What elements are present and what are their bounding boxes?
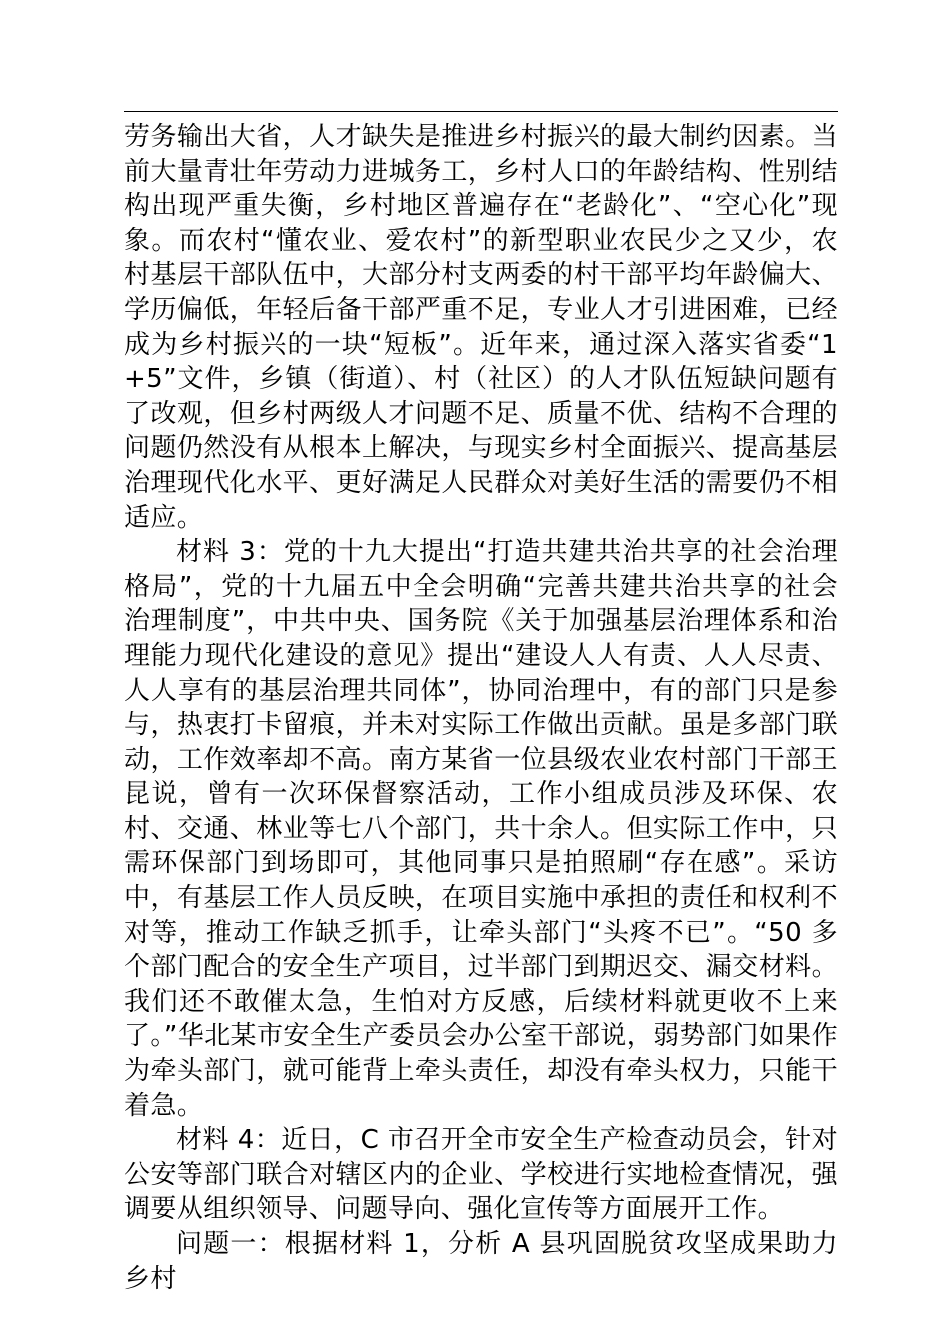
- header-rule: [124, 111, 838, 112]
- paragraph-question-1: 问题一：根据材料 1，分析 A 县巩固脱贫攻坚成果助力乡村: [124, 1229, 838, 1294]
- paragraph-material-4: 材料 4：近日，C 市召开全市安全生产检查动员会，针对公安等部门联合对辖区内的企业、学校进行实地检查情况，强调要从组织领导、问题导向、强化宣传等方面展开工作。: [124, 1125, 838, 1225]
- paragraph-continuation: 劳务输出大省，人才缺失是推进乡村振兴的最大制约因素。当前大量青壮年劳动力进城务工，乡村人口的年龄结构、性别结构出现严重失衡，乡村地区普遍存在“老龄化”、“空心化”现象。而农村“懂农业、爱农村”的新型职业农民少之又少，农村基层干部队伍中，大部分村支两委的村干部平均年龄偏大、学历偏低，年轻后备干部严重不足，专业人才引进困难，已经成为乡村振兴的一块“短板”。近年来，通过深入落实省委“1+5”文件，乡镇（街道）、村（社区）的人才队伍短缺问题有了改观，但乡村两级人才问题不足、质量不优、结构不合理的问题仍然没有从根本上解决，与现实乡村全面振兴、提高基层治理现代化水平、更好满足人民群众对美好生活的需要仍不相适应。: [124, 122, 838, 533]
- paragraph-material-3: 材料 3：党的十九大提出“打造共建共治共享的社会治理格局”，党的十九届五中全会明确“完善共建共治共享的社会治理制度”，中共中央、国务院《关于加强基层治理体系和治理能力现代化建设的意见》提出“建设人人有责、人人尽责、人人享有的基层治理共同体”，协同治理中，有的部门只是参与，热衷打卡留痕，并未对实际工作做出贡献。虽是多部门联动，工作效率却不高。南方某省一位县级农业农村部门干部王昆说，曾有一次环保督察活动，工作小组成员涉及环保、农村、交通、林业等七八个部门，共十余人。但实际工作中，只需环保部门到场即可，其他同事只是拍照刷“存在感”。采访中，有基层工作人员反映，在项目实施中承担的责任和权利不对等，推动工作缺乏抓手，让牵头部门“头疼不已”。“50 多个部门配合的安全生产项目，过半部门到期迟交、漏交材料。我们还不敢催太急，生怕对方反感，后续材料就更收不上来了。”华北某市安全生产委员会办公室干部说，弱势部门如果作为牵头部门，就可能背上牵头责任，却没有牵头权力，只能干着急。: [124, 537, 838, 1121]
- document-body: [124, 120, 838, 1296]
